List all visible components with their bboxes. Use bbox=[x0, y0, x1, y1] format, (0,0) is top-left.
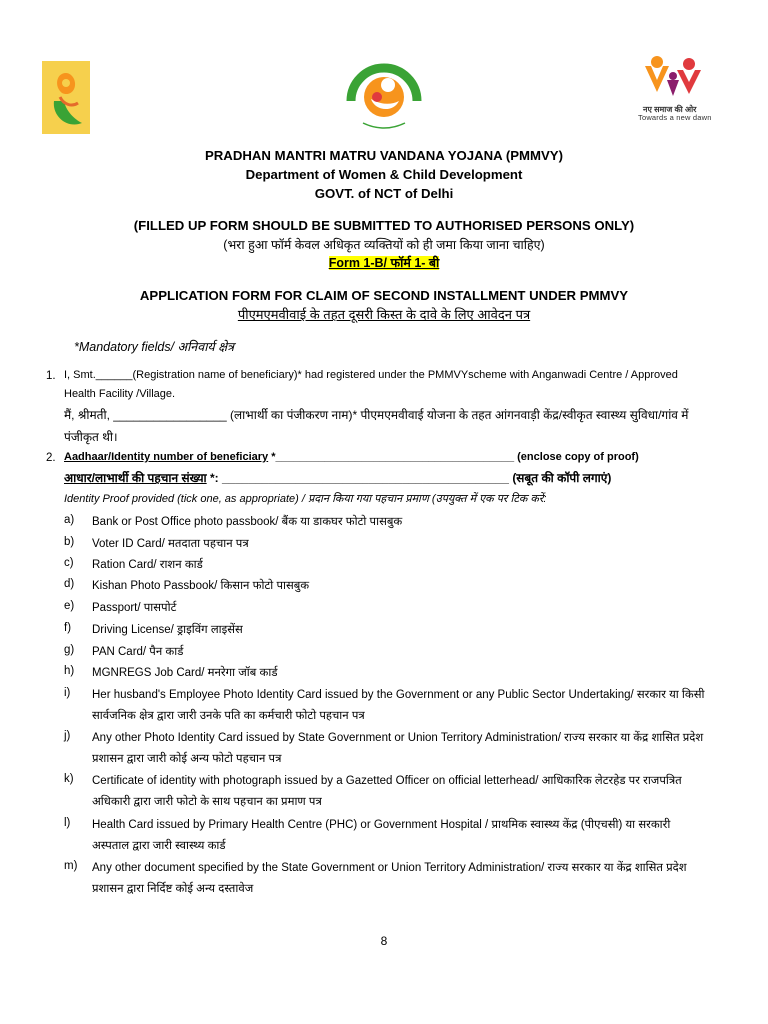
option-text: Any other Photo Identity Card issued by State Government or Union Territory Administration/ राज्य सरकार या केंद्र शासित प्रदेश bbox=[92, 732, 704, 744]
option-letter: g) bbox=[64, 644, 75, 656]
option-letter: j) bbox=[64, 730, 71, 742]
item1-line1: I, Smt.______(Registration name of beneficiary)* had registered under the PMMVYscheme with Anganwadi Centre / Approved bbox=[64, 369, 678, 381]
option-letter: m) bbox=[64, 860, 78, 872]
option-text: MGNREGS Job Card/ मनरेगा जॉब कार्ड bbox=[92, 667, 278, 679]
form-label-wrap bbox=[0, 254, 768, 272]
government-name: GOVT. of NCT of Delhi bbox=[314, 186, 454, 201]
option-text: Any other document specified by the State Government or Union Territory Administration/ राज्य सरकार या केंद्र शासित प्रदेश bbox=[92, 862, 687, 874]
submission-notice-english: (FILLED UP FORM SHOULD BE SUBMITTED TO AUTHORISED PERSONS ONLY) bbox=[133, 218, 635, 233]
option-text: Her husband's Employee Photo Identity Card issued by the Government or any Public Sector Undertaking/ सरकार या किसी bbox=[92, 689, 705, 701]
pmmvy-emblem-icon bbox=[341, 53, 427, 139]
option-letter: f) bbox=[64, 622, 72, 634]
option-text: Certificate of identity with photograph issued by a Gazetted Officer on official letterhead/ आधिकारिक लेटरहेड पर राजपत्रित bbox=[92, 775, 682, 787]
option-text: अस्पताल द्वारा जारी स्वास्थ्य कार्ड bbox=[92, 840, 226, 852]
option-text: प्रशासन द्वारा जारी कोई अन्य फोटो पहचान पत्र bbox=[92, 753, 282, 765]
option-text: Kishan Photo Passbook/ किसान फोटो पासबुक bbox=[92, 580, 310, 592]
item-number: 2. bbox=[46, 452, 56, 464]
option-text: Driving License/ ड्राइविंग लाइसेंस bbox=[92, 624, 243, 636]
department-name: Department of Women & Child Development bbox=[245, 167, 523, 182]
submission-notice-hindi: (भरा हुआ फॉर्म केवल अधिकृत व्यक्तियों को ही जमा किया जाना चाहिए) bbox=[223, 238, 545, 252]
scheme-title: PRADHAN MANTRI MATRU VANDANA YOJANA (PMMVY) bbox=[204, 148, 563, 163]
page-number: 8 bbox=[380, 934, 388, 948]
application-title-english: APPLICATION FORM FOR CLAIM OF SECOND INSTALLMENT UNDER PMMVY bbox=[139, 288, 629, 303]
item1-line4: पंजीकृत थी। bbox=[64, 430, 118, 444]
application-title-hindi: पीएमएमवीवाई के तहत दूसरी किस्त के दावे के लिए आवेदन पत्र bbox=[237, 307, 531, 322]
mandatory-fields-note: *Mandatory fields/ अनिवार्य क्षेत्र bbox=[74, 340, 235, 354]
right-logo-tagline-english: Towards a new dawn bbox=[638, 113, 712, 122]
option-letter: e) bbox=[64, 600, 75, 612]
option-text: Passport/ पासपोर्ट bbox=[92, 602, 177, 614]
option-letter: c) bbox=[64, 557, 74, 569]
aadhaar-blank[interactable]: *_______________________________________ (enclose copy of proof) bbox=[268, 451, 639, 463]
option-letter: k) bbox=[64, 773, 74, 785]
option-letter: i) bbox=[64, 687, 71, 699]
item1-line2: Health Facility /Village. bbox=[64, 388, 176, 400]
item-number: 1. bbox=[46, 370, 56, 382]
form-label: Form 1-B/ फॉर्म 1- बी bbox=[328, 256, 440, 270]
option-text: Health Card issued by Primary Health Centre (PHC) or Government Hospital / प्राथमिक स्वास्थ्य केंद्र (पीएचसी) या सरकारी bbox=[92, 819, 671, 831]
option-letter: h) bbox=[64, 665, 75, 677]
item1-line3: मैं, श्रीमती, _________________ (लाभार्थी का पंजीकरण नाम)* पीएमएमवीवाई योजना के तहत आंगनवाड़ी केंद्र/स्वीकृत स्वास्थ्य सुविधा/गांव में bbox=[64, 408, 689, 422]
option-text: Voter ID Card/ मतदाता पहचान पत्र bbox=[92, 538, 249, 550]
option-text: Ration Card/ राशन कार्ड bbox=[92, 559, 203, 571]
item2-aadhaar-line-hindi bbox=[64, 469, 611, 486]
option-text: अधिकारी द्वारा जारी फोटो के साथ पहचान का प्रमाण पत्र bbox=[92, 796, 322, 808]
option-text: प्रशासन द्वारा निर्दिष्ट कोई अन्य दस्तावेज bbox=[92, 883, 254, 895]
option-text: सार्वजनिक क्षेत्र द्वारा जारी उनके पति का कर्मचारी फोटो पहचान पत्र bbox=[92, 710, 365, 722]
option-letter: b) bbox=[64, 536, 75, 548]
aadhaar-label: Aadhaar/Identity number of beneficiary bbox=[64, 451, 269, 463]
aadhaar-label-hindi: आधार/लाभार्थी की पहचान संख्या bbox=[64, 471, 207, 485]
option-text: PAN Card/ पैन कार्ड bbox=[92, 646, 184, 658]
right-logo-tagline-hindi: नए समाज की ओर bbox=[643, 105, 697, 114]
option-letter: l) bbox=[64, 817, 71, 829]
item2-aadhaar-line bbox=[64, 451, 639, 463]
identity-proof-note: Identity Proof provided (tick one, as appropriate) / प्रदान किया गया पहचान प्रमाण (उपयुक्त में एक पर टिक करें: bbox=[64, 493, 547, 505]
option-letter: a) bbox=[64, 514, 75, 526]
left-logo-icon bbox=[42, 61, 90, 134]
option-letter: d) bbox=[64, 578, 75, 590]
option-text: Bank or Post Office photo passbook/ बैंक या डाकघर फोटो पासबुक bbox=[92, 516, 403, 528]
aadhaar-blank-hindi[interactable]: *: ___________________________________________ (सबूत की कॉपी लगाएं) bbox=[206, 471, 612, 485]
